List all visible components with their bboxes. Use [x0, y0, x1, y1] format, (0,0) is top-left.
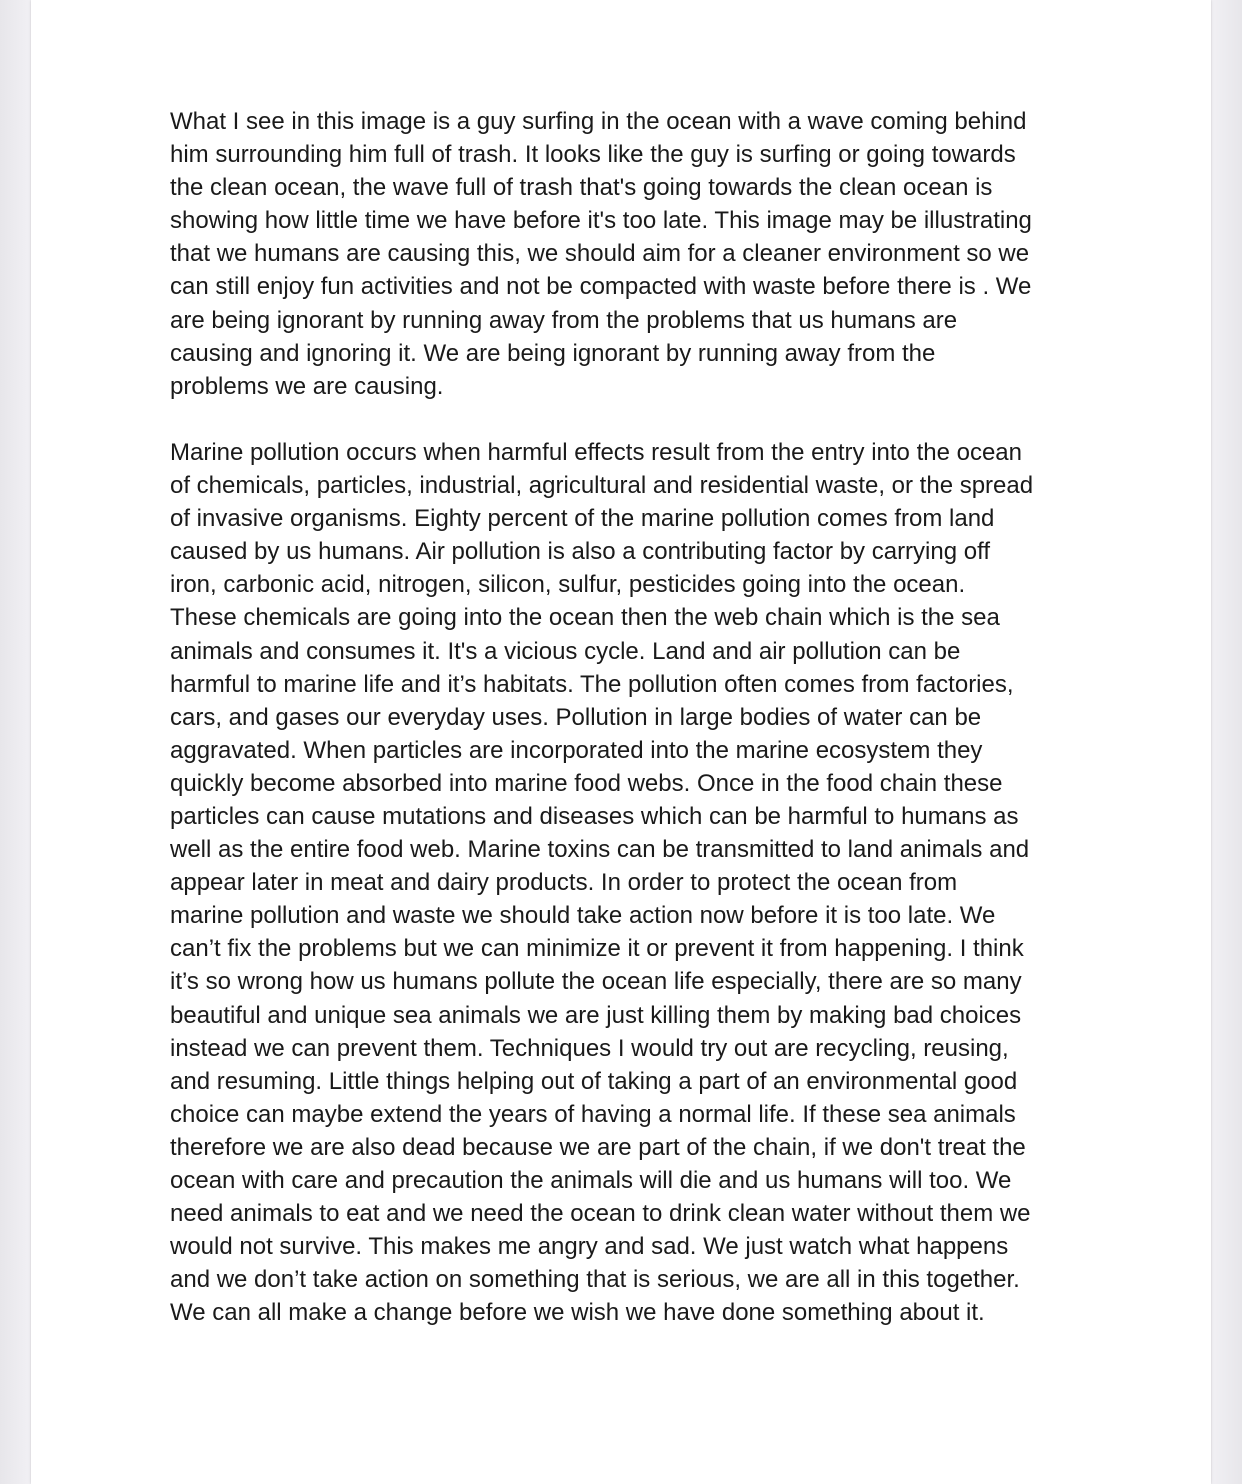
text-line: aggravated. When particles are incorporated into the marine ecosystem they: [170, 736, 983, 764]
paragraph-1: [170, 105, 1090, 403]
paragraph-2: [170, 436, 1090, 1330]
text-line: ocean with care and precaution the animals will die and us humans will too. We: [170, 1167, 1012, 1194]
text-line: beautiful and unique sea animals we are just killing them by making bad choices: [170, 1001, 1022, 1029]
text-line: and we don’t take action on something that is serious, we are all in this together.: [170, 1266, 1020, 1294]
text-line: Marine pollution occurs when harmful effects result from the entry into the ocean: [170, 438, 1022, 466]
text-line: him surrounding him full of trash. It looks like the guy is surfing or going towards: [170, 141, 1016, 169]
text-line: appear later in meat and dairy products. In order to protect the ocean from: [170, 869, 958, 897]
text-line: animals and consumes it. It's a vicious cycle. Land and air pollution can be: [170, 637, 961, 665]
text-line: cars, and gases our everyday uses. Pollution in large bodies of water can be: [170, 703, 982, 731]
text-line: These chemicals are going into the ocean then the web chain which is the sea: [170, 604, 1000, 632]
text-line: therefore we are also dead because we are part of the chain, if we don't treat the: [170, 1133, 1026, 1161]
text-line: instead we can prevent them. Techniques I would try out are recycling, reusing,: [170, 1034, 1009, 1062]
text-line: caused by us humans. Air pollution is also a contributing factor by carrying off: [170, 538, 990, 566]
text-line: showing how little time we have before it's too late. This image may be illustrating: [170, 207, 1032, 235]
text-line: are being ignorant by running away from the problems that us humans are: [170, 306, 958, 334]
text-line: and resuming. Little things helping out of taking a part of an environmental good: [170, 1067, 1018, 1095]
text-line: of invasive organisms. Eighty percent of the marine pollution comes from land: [170, 505, 995, 533]
text-line: We can all make a change before we wish we have done something about it.: [170, 1299, 985, 1327]
text-line: quickly become absorbed into marine food webs. Once in the food chain these: [170, 769, 1003, 797]
text-line: choice can maybe extend the years of having a normal life. If these sea animals: [170, 1100, 1016, 1128]
text-line: can’t fix the problems but we can minimize it or prevent it from happening. I think: [170, 935, 1024, 963]
paragraph-spacer: [170, 403, 1090, 436]
text-line: that we humans are causing this, we should aim for a cleaner environment so we: [170, 240, 1030, 268]
text-line: can still enjoy fun activities and not be compacted with waste before there is . We: [170, 273, 1032, 301]
text-line: particles can cause mutations and diseases which can be harmful to humans as: [170, 802, 1019, 830]
text-line: the clean ocean, the wave full of trash that's going towards the clean ocean is: [170, 174, 993, 202]
text-line: would not survive. This makes me angry and sad. We just watch what happens: [170, 1233, 1009, 1261]
text-line: What I see in this image is a guy surfing in the ocean with a wave coming behind: [170, 108, 1027, 135]
text-line: causing and ignoring it. We are being ignorant by running away from the: [170, 339, 936, 367]
text-line: well as the entire food web. Marine toxins can be transmitted to land animals and: [170, 836, 1030, 864]
document-body: [170, 105, 1090, 1329]
text-line: marine pollution and waste we should take action now before it is too late. We: [170, 902, 996, 930]
text-line: harmful to marine life and it’s habitats. The pollution often comes from factories,: [170, 670, 1014, 698]
text-line: problems we are causing.: [170, 372, 444, 400]
text-line: iron, carbonic acid, nitrogen, silicon, sulfur, pesticides going into the ocean.: [170, 571, 966, 599]
text-line: it’s so wrong how us humans pollute the ocean life especially, there are so many: [170, 968, 1022, 996]
document-page: [31, 0, 1211, 1484]
text-line: of chemicals, particles, industrial, agricultural and residential waste, or the spread: [170, 472, 1034, 500]
text-line: need animals to eat and we need the ocean to drink clean water without them we: [170, 1200, 1031, 1228]
